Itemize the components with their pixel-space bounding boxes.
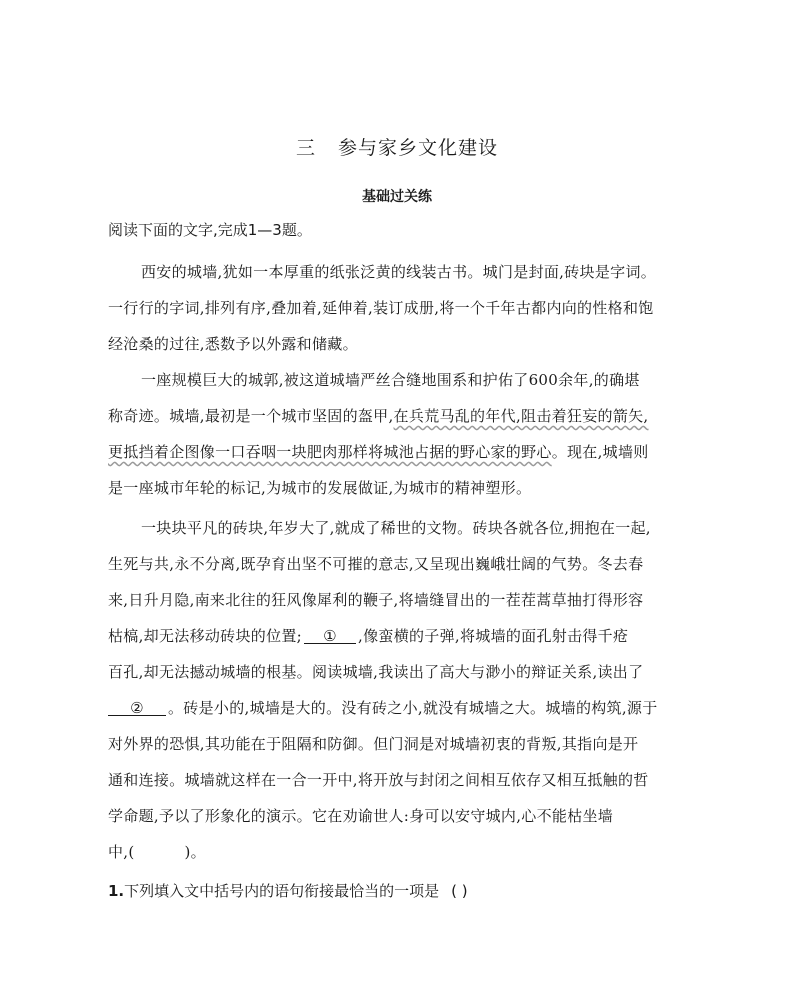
title-text: 参与家乡文化建设: [338, 137, 499, 159]
question-1: [108, 880, 468, 901]
passage-line: [108, 441, 649, 462]
passage-line: 来,日升月隐,南来北往的狂风像犀利的鞭子,将墙缝冒出的一茬茬蒿草抽打得形容: [108, 591, 644, 609]
section-subtitle: 基础过关练: [362, 189, 432, 205]
passage-line: 是一座城市年轮的标记,为城市的发展做证,为城市的精神塑形。: [108, 479, 532, 497]
passage-line: 一行行的字词,排列有序,叠加着,延伸着,装订成册,将一个千年古都内向的性格和饱: [108, 299, 654, 317]
passage-line: 一座规模巨大的城郭,被这道城墙严丝合缝地围系和护佑了600余年,的确堪: [141, 371, 640, 389]
wavy-underlined-text: 更抵挡着企图像一口吞咽一块肥肉那样将城池占据的野心家的野心: [108, 443, 552, 461]
reading-instruction: 阅读下面的文字,完成1—3题。: [108, 221, 312, 239]
passage-line: 西安的城墙,犹如一本厚重的纸张泛黄的线装古书。城门是封面,砖块是字词。: [141, 263, 657, 281]
question-text: 下列填入文中括号内的语句衔接最恰当的一项是: [124, 882, 440, 900]
passage-line: [108, 697, 658, 718]
passage-text: 称奇迹。城墙,最初是一个城市坚固的盔甲,: [108, 407, 394, 425]
fill-blank-1: ①: [304, 629, 356, 644]
passage-line: 经沧桑的过往,悉数予以外露和储藏。: [108, 335, 358, 353]
passage-text: ,像蛮横的子弹,将城墙的面孔射击得千疮: [358, 627, 629, 645]
passage-text: 。现在,城墙则: [551, 443, 649, 461]
passage-line: 生死与共,永不分离,既孕育出坚不可摧的意志,又呈现出巍峨壮阔的气势。冬去春: [108, 555, 644, 573]
passage-line: 百孔,却无法撼动城墙的根基。阅读城墙,我读出了高大与渺小的辩证关系,读出了: [108, 663, 644, 681]
wavy-underlined-text: 在兵荒马乱的年代,阻击着狂妄的箭矢,: [393, 407, 649, 425]
page-title: [0, 133, 794, 160]
answer-paren: ( ): [451, 882, 468, 900]
question-number: 1.: [108, 882, 125, 900]
passage-line: [108, 841, 206, 862]
fill-blank-2: ②: [108, 701, 166, 716]
passage-line: 通和连接。城墙就这样在一合一开中,将开放与封闭之间相互依存又相互抵触的哲: [108, 771, 649, 789]
passage-line: [108, 405, 649, 426]
passage-text: 中,(: [108, 843, 135, 861]
passage-line: 对外界的恐惧,其功能在于阻隔和防御。但门洞是对城墙初衷的背叛,其指向是开: [108, 735, 639, 753]
passage-line: 学命题,予以了形象化的演示。它在劝谕世人:身可以安守城内,心不能枯坐墙: [108, 807, 614, 825]
title-number: 三: [295, 137, 316, 159]
passage-text: 枯槁,却无法移动砖块的位置;: [108, 627, 303, 645]
passage-line: 一块块平凡的砖块,年岁大了,就成了稀世的文物。砖块各就各位,拥抱在一起,: [141, 519, 651, 537]
passage-text: )。: [184, 843, 206, 861]
passage-line: [108, 625, 628, 646]
passage-text: 。砖是小的,城墙是大的。没有砖之小,就没有城墙之大。城墙的构筑,源于: [168, 699, 658, 717]
